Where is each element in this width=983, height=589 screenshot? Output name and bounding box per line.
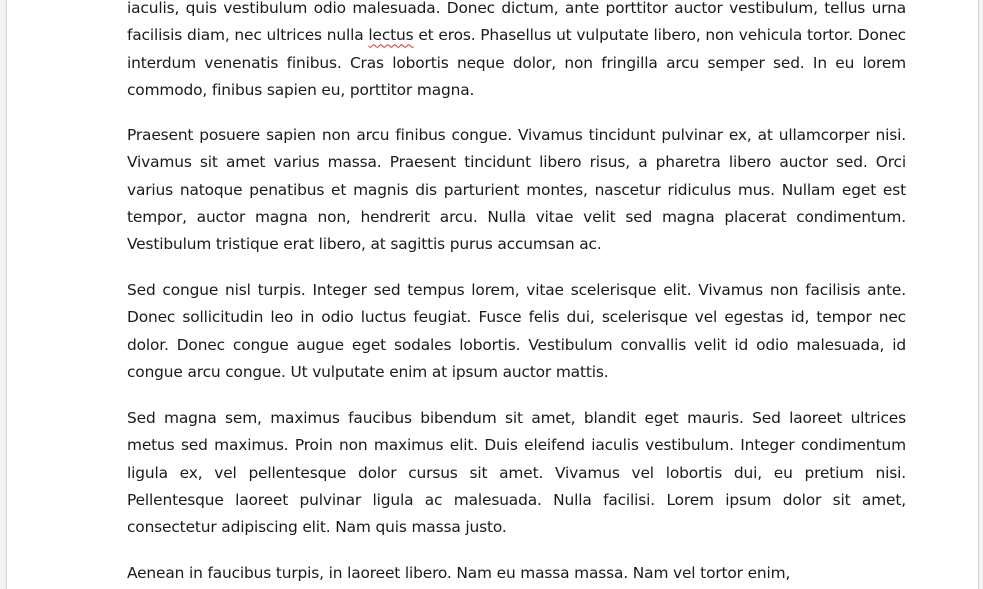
spellcheck-flagged-word[interactable]: lectus [368, 26, 414, 45]
paragraph-1-text-before: iaculis, quis vestibulum odio malesuada. Donec dictum, ante porttitor auctor vestibulum, tellus urna facilisis diam, nec ultrices nulla [127, 0, 906, 45]
paragraph-3[interactable]: Sed congue nisl turpis. Integer sed tempus lorem, vitae scelerisque elit. Vivamus non facilisis ante. Donec sollicitudin leo in odio luctus feugiat. Fusce felis dui, scelerisque vel egestas id, tempor nec dolor. Donec congue augue eget sodales lobortis. Vestibulum convallis velit id odio malesuada, id congue arcu congue. Ut vulputate enim at ipsum auctor mattis. [127, 281, 906, 381]
paragraph-1[interactable] [127, 0, 906, 104]
paragraph-2[interactable]: Praesent posuere sapien non arcu finibus congue. Vivamus tincidunt pulvinar ex, at ullamcorper nisi. Vivamus sit amet varius massa. Praesent tincidunt libero risus, a pharetra libero auctor sed. Orci varius natoque penatibus et magnis dis parturient montes, nascetur ridiculus mus. Nullam eget est tempor, auctor magna non, hendrerit arcu. Nulla vitae velit sed magna placerat condimentum. Vestibulum tristique erat libero, at sagittis purus accumsan ac. [127, 126, 906, 254]
paragraph-5[interactable]: Aenean in faucibus turpis, in laoreet libero. Nam eu massa massa. Nam vel tortor enim, [127, 564, 791, 582]
document-page[interactable] [6, 0, 979, 589]
paragraph-4[interactable]: Sed magna sem, maximus faucibus bibendum sit amet, blandit eget mauris. Sed laoreet ultrices metus sed maximus. Proin non maximus elit. Duis eleifend iaculis vestibulum. Integer condimentum ligula ex, vel pellentesque dolor cursus sit amet. Vivamus vel lobortis dui, eu pretium nisi. Pellentesque laoreet pulvinar ligula ac malesuada. Nulla facilisi. Lorem ipsum dolor sit amet, consectetur adipiscing elit. Nam quis massa justo. [127, 409, 906, 537]
paragraph-1-text-after: et eros. Phasellus ut vulputate libero, non vehicula tortor. Donec interdum venenatis finibus. Cras lobortis neque dolor, non fringilla arcu semper sed. In eu lorem commodo, finibus sapien eu, porttitor magna. [127, 26, 906, 99]
